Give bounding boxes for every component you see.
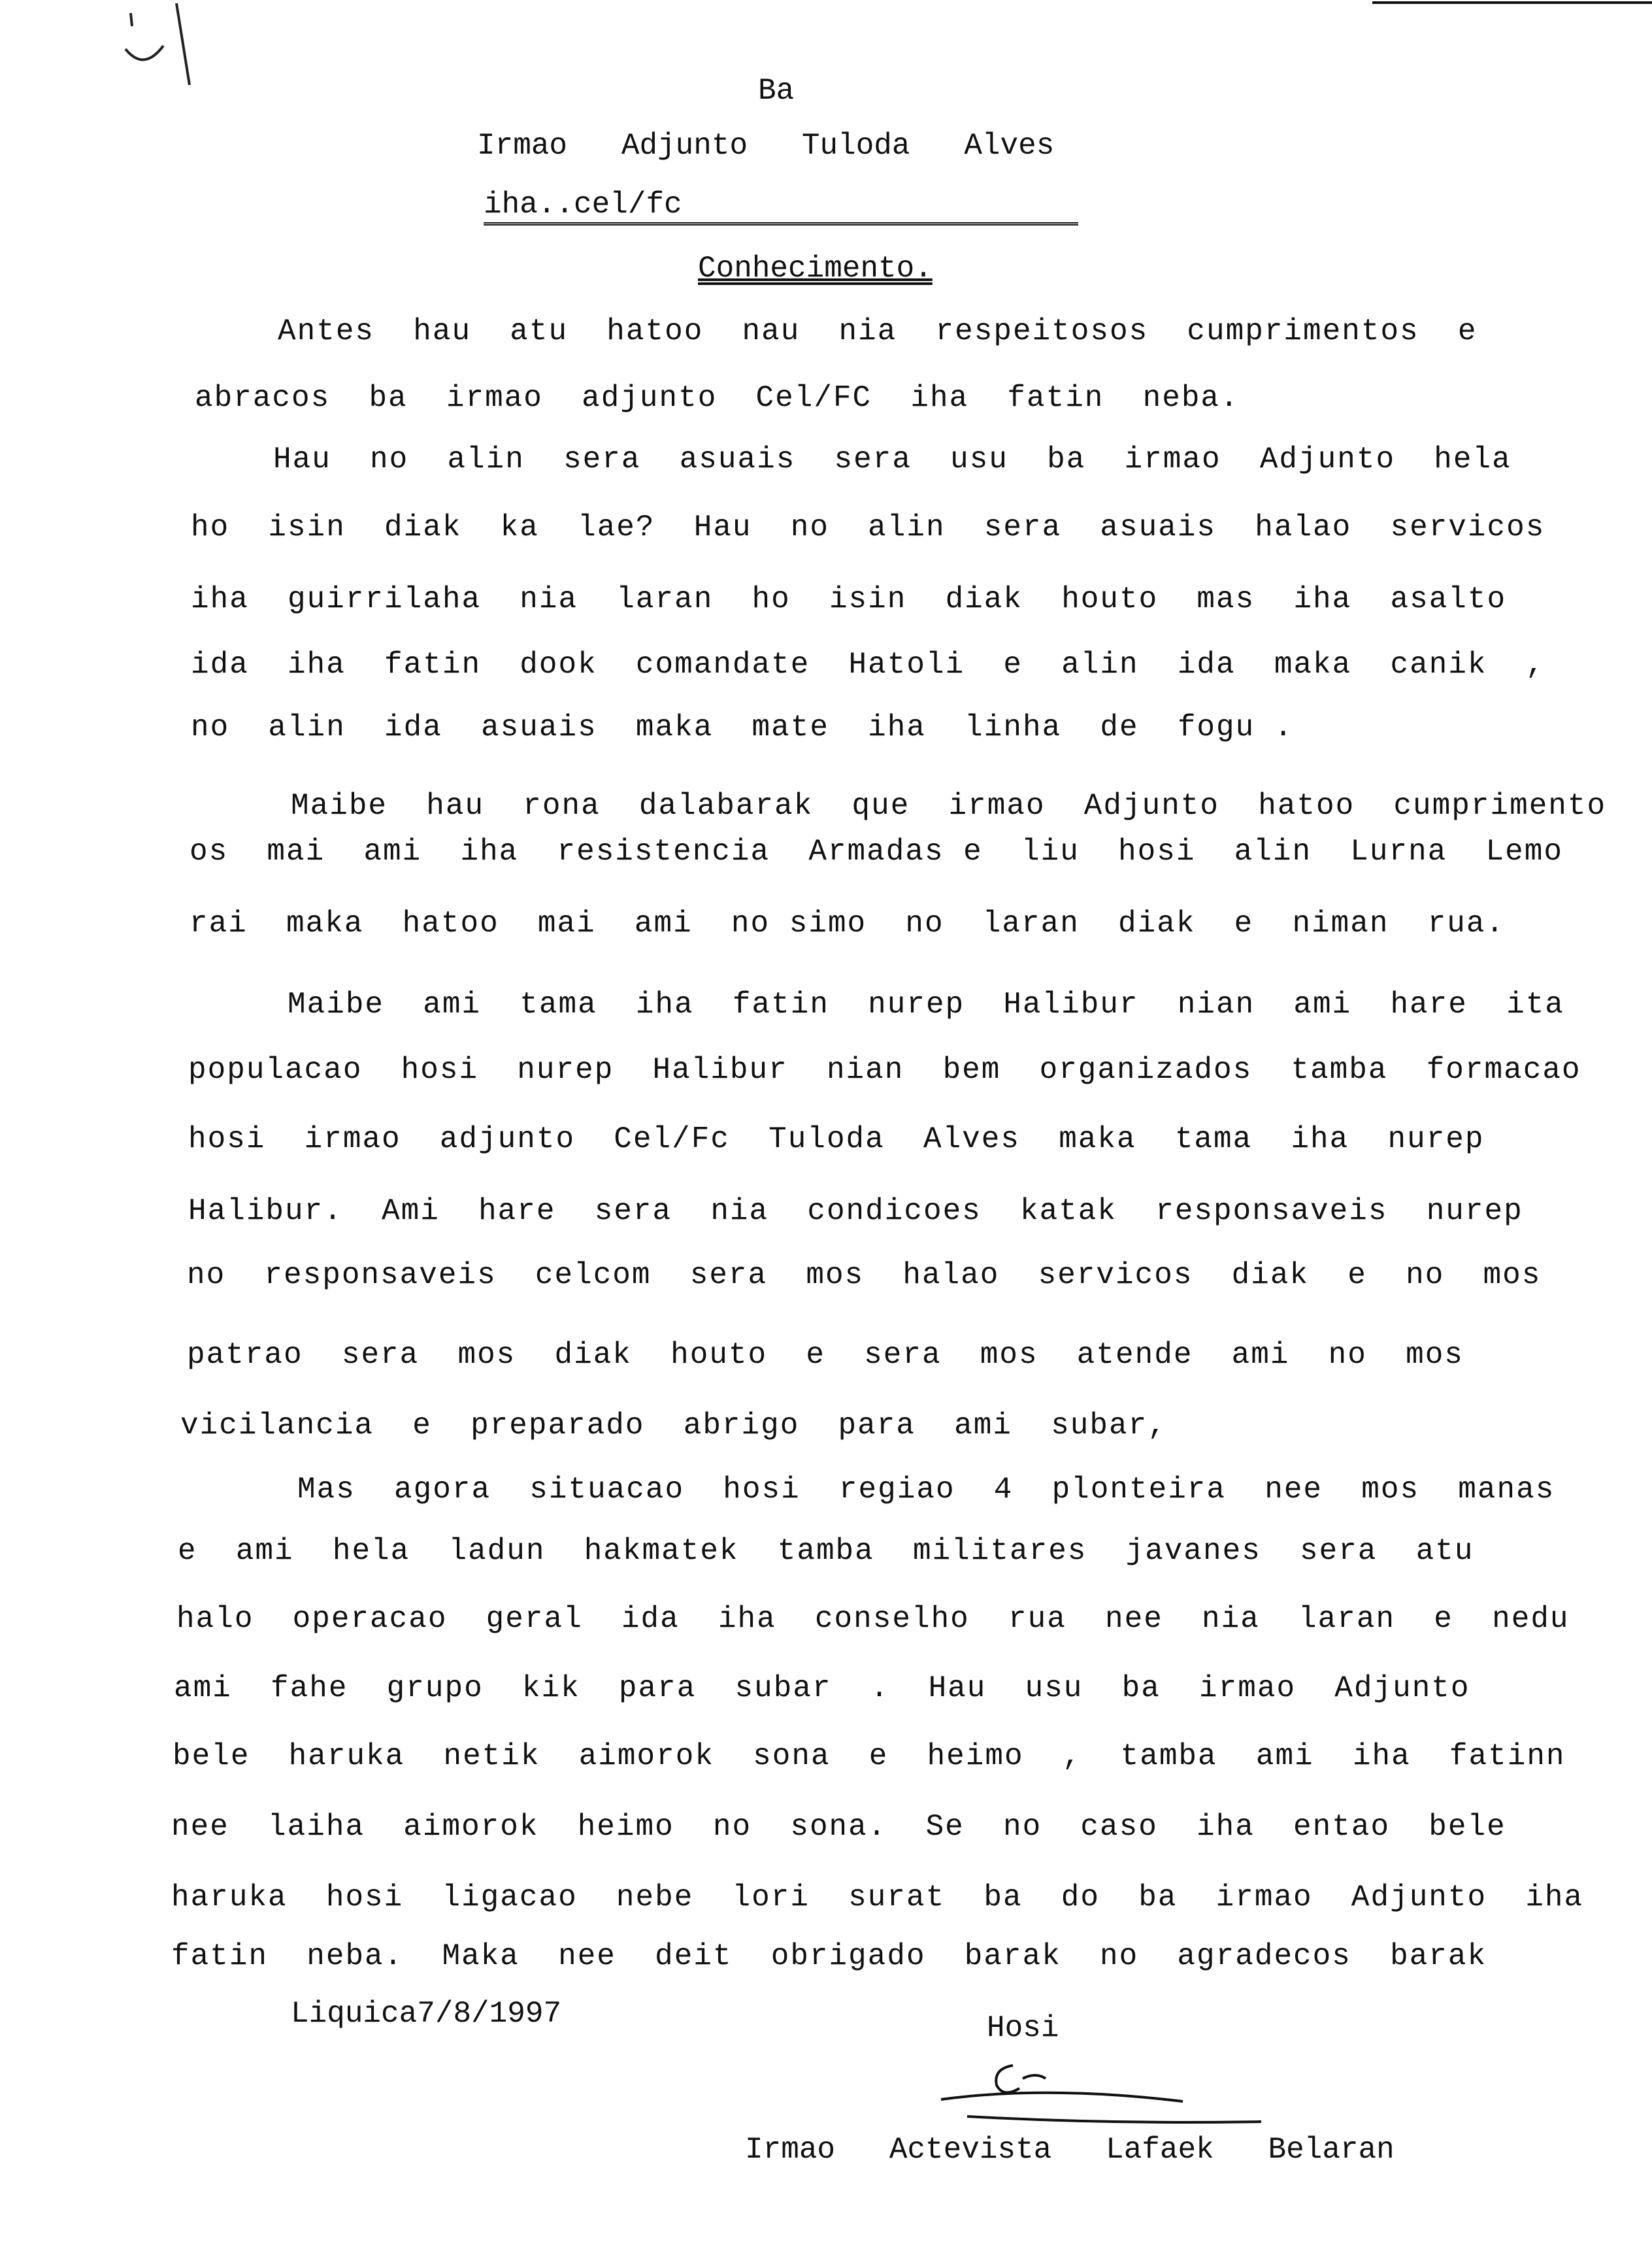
body-line: ami fahe grupo kik para subar . Hau usu ba irmao Adjunto [174, 1671, 1470, 1705]
body-line: Halibur. Ami hare sera nia condicoes katak responsaveis nurep [188, 1194, 1523, 1228]
body-line: os mai ami iha resistencia Armadas e liu hosi alin Lurna Lemo [190, 835, 1563, 869]
from-label: Hosi [987, 2011, 1059, 2045]
signature [915, 2039, 1268, 2144]
body-line: Maibe ami tama iha fatin nurep Halibur nian ami hare ita [288, 988, 1564, 1022]
body-line: Maibe hau rona dalabarak que irmao Adjunto hatoo cumprimento [291, 789, 1607, 823]
subject-heading: Conhecimento. [698, 252, 933, 286]
body-line: ho isin diak ka lae? Hau no alin sera asuais halao servicos [191, 510, 1545, 544]
body-line: nee laiha aimorok heimo no sona. Se no caso iha entao bele [171, 1810, 1506, 1844]
signatory-line: Irmao Actevista Lafaek Belaran [745, 2133, 1395, 2167]
body-line: bele haruka netik aimorok sona e heimo , tamba ami iha fatinn [173, 1739, 1566, 1773]
body-line: fatin neba. Maka nee deit obrigado barak no agradecos barak [171, 1939, 1487, 1973]
body-line: abracos ba irmao adjunto Cel/FC iha fatin neba. [195, 381, 1240, 415]
body-line: no responsaveis celcom sera mos halao servicos diak e no mos [187, 1258, 1542, 1292]
body-line: patrao sera mos diak houto e sera mos atende ami no mos [187, 1338, 1464, 1372]
handwritten-mark [118, 0, 209, 105]
body-line: rai maka hatoo mai ami no simo no laran diak e niman rua. [190, 907, 1506, 941]
body-line: halo operacao geral ida iha conselho rua nee nia laran e nedu [176, 1602, 1570, 1636]
recipient-location: iha..cel/fc [484, 187, 1078, 226]
body-line: Mas agora situacao hosi regiao 4 plonteira nee mos manas [297, 1473, 1555, 1507]
body-line: populacao hosi nurep Halibur nian bem organizados tamba formacao [188, 1053, 1581, 1087]
body-line: Hau no alin sera asuais sera usu ba irmao Adjunto hela [273, 443, 1512, 476]
top-edge-rule [1372, 1, 1652, 4]
to-prefix: Ba [758, 74, 795, 108]
recipient-line: Irmao Adjunto Tuloda Alves [477, 129, 1055, 163]
body-line: haruka hosi ligacao nebe lori surat ba do ba irmao Adjunto iha [171, 1880, 1584, 1914]
body-line: hosi irmao adjunto Cel/Fc Tuloda Alves maka tama iha nurep [188, 1122, 1485, 1156]
body-line: no alin ida asuais maka mate iha linha de fogu . [191, 710, 1294, 744]
body-line: e ami hela ladun hakmatek tamba militares javanes sera atu [178, 1534, 1474, 1568]
body-line: ida iha fatin dook comandate Hatoli e alin ida maka canik , [191, 648, 1545, 682]
place-date: Liquica7/8/1997 [291, 1997, 562, 2031]
body-line: iha guirrilaha nia laran ho isin diak houto mas iha asalto [191, 582, 1507, 616]
body-line: vicilancia e preparado abrigo para ami subar, [180, 1409, 1167, 1443]
body-line: Antes hau atu hatoo nau nia respeitosos cumprimentos e [278, 314, 1478, 348]
